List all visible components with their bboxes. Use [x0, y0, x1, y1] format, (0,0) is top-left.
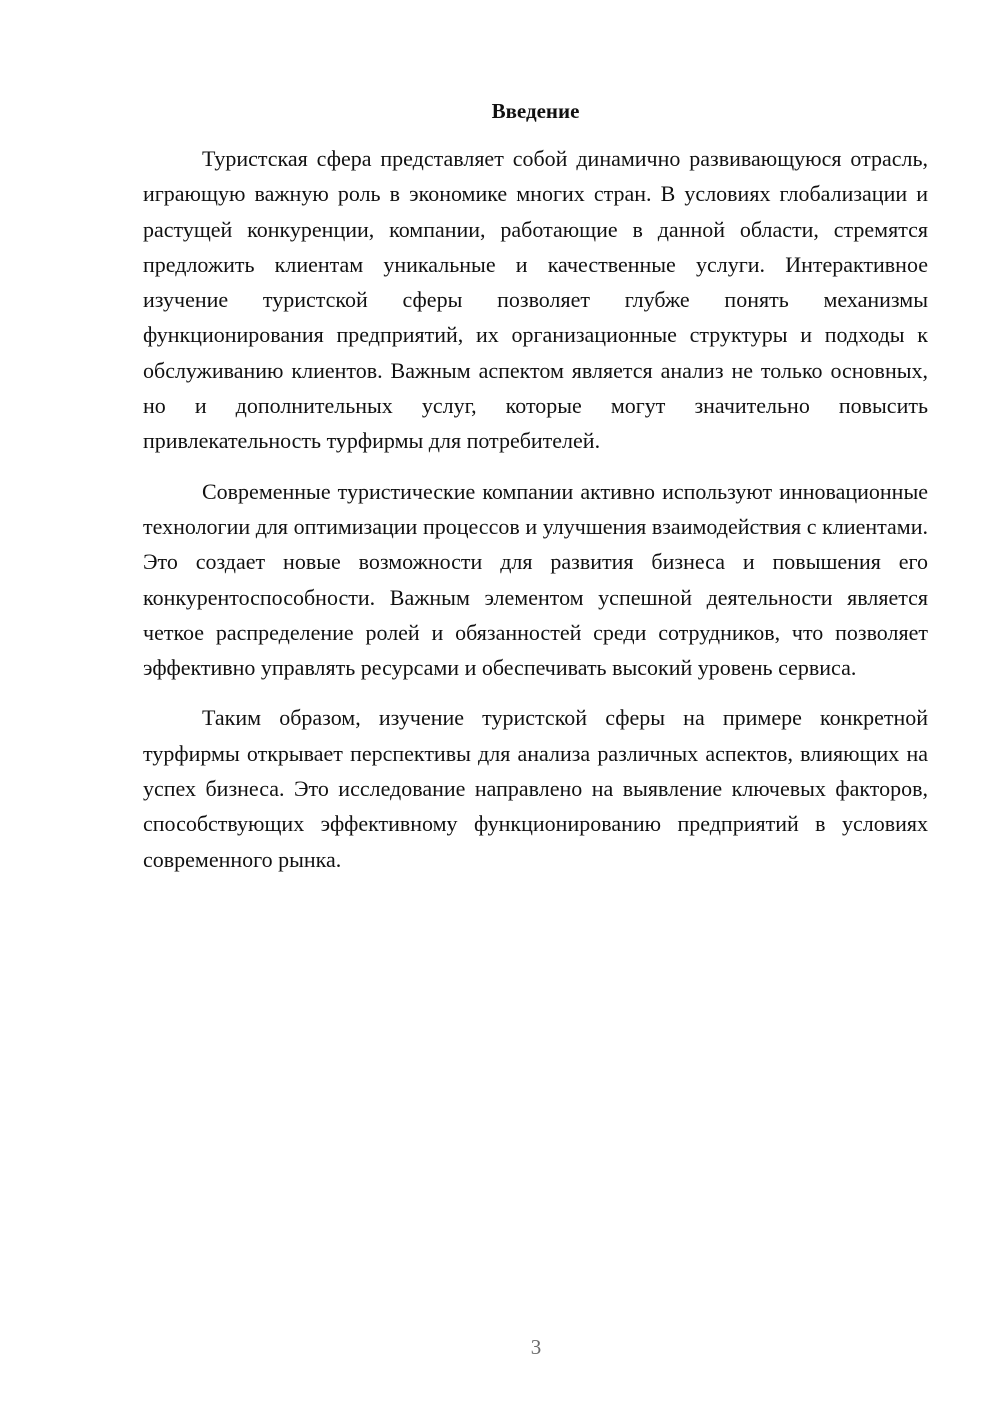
paragraph-1: Туристская сфера представляет собой динамично развивающуюся отрасль, играющую важную роль в экономике многих стран. В условиях глобализации и растущей конкуренции, компании, работающие в данной области, стремятся предложить клиентам уникальные и качественные услуги. Интерактивное изучение туристской сферы позволяет глубже понять механизмы функционирования предприятий, их организационные структуры и подходы к обслуживанию клиентов. Важным аспектом является анализ не только основных, но и дополнительных услуг, которые могут значительно повысить привлекательность турфирмы для потребителей. — [143, 146, 928, 454]
page-title: Введение — [491, 99, 580, 123]
body-text — [143, 141, 928, 892]
page-number: 3 — [530, 1335, 542, 1359]
paragraph-2: Современные туристические компании активно используют инновационные технологии для оптимизации процессов и улучшения взаимодействия с клиентами. Это создает новые возможности для развития бизнеса и повышения его конкурентоспособности. Важным элементом успешной деятельности является четкое распределение ролей и обязанностей среди сотрудников, что позволяет эффективно управлять ресурсами и обеспечивать высокий уровень сервиса. — [143, 478, 928, 681]
paragraph-3: Таким образом, изучение туристской сферы на примере конкретной турфирмы открывает перспективы для анализа различных аспектов, влияющих на успех бизнеса. Это исследование направлено на выявление ключевых факторов, способствующих эффективному функционированию предприятий в условиях современного рынка. — [143, 705, 928, 872]
